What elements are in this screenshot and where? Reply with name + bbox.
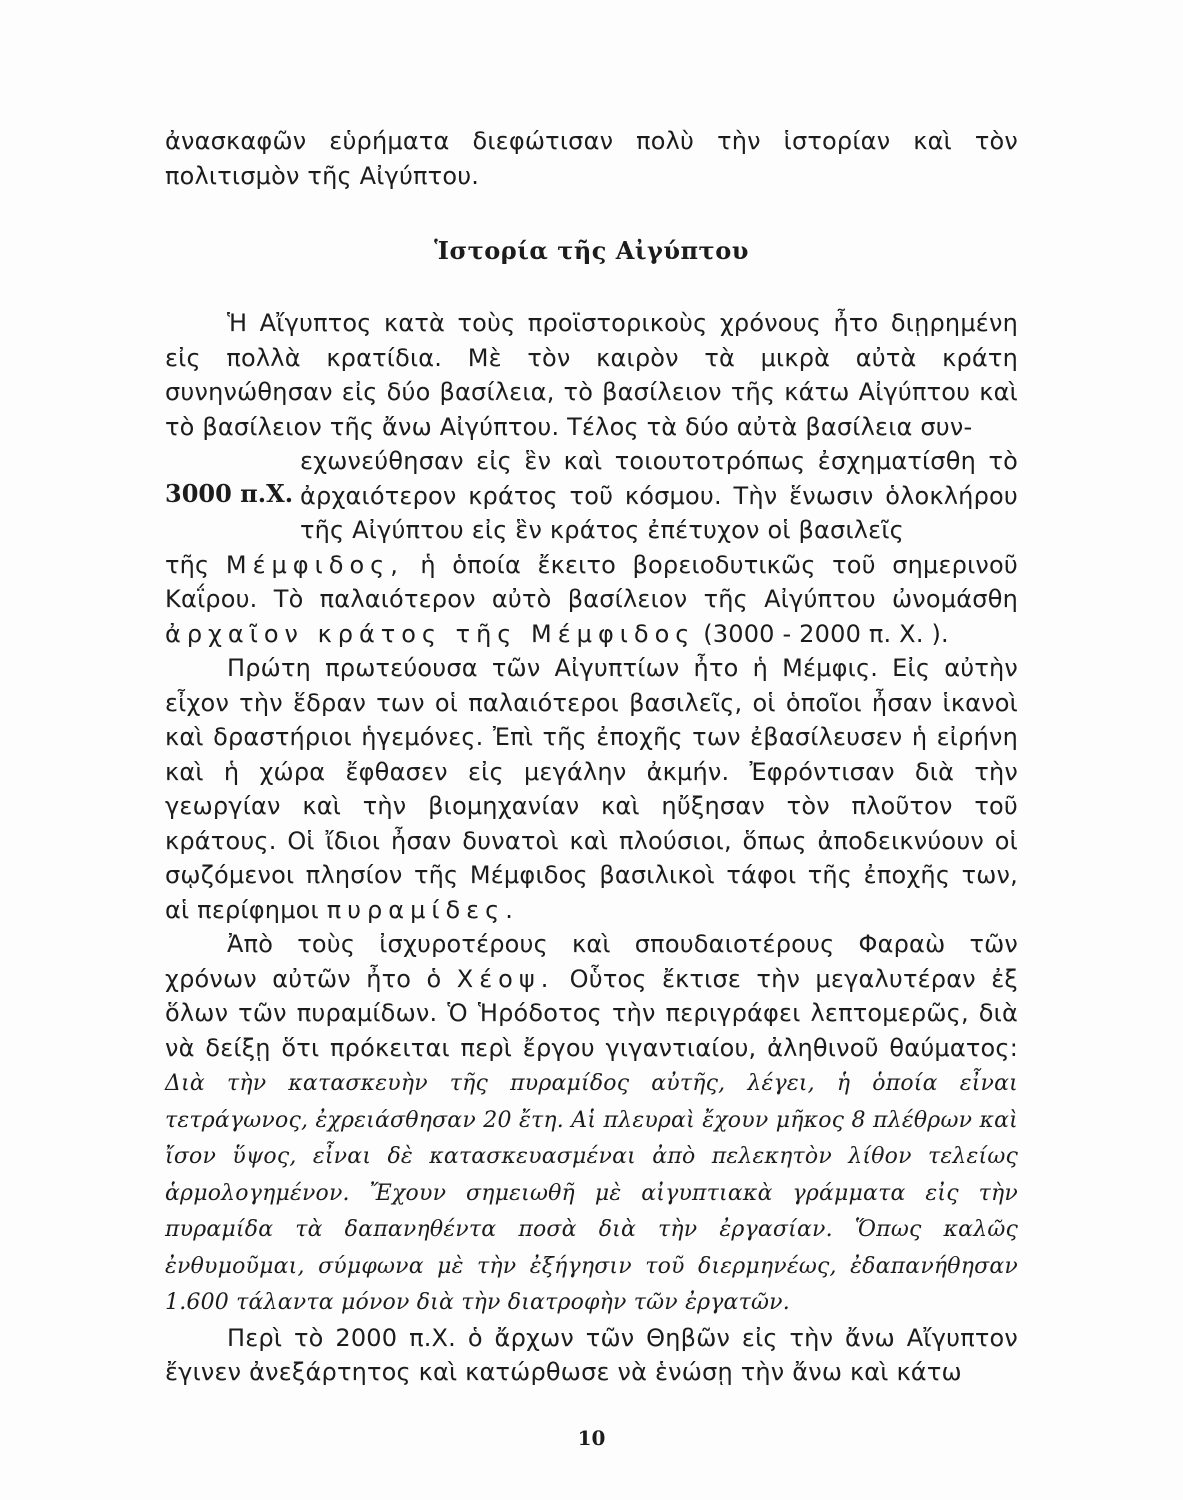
paragraph-3-spaced: Χέοψ. bbox=[456, 964, 555, 993]
paragraph-3-post: Οὗτος ἔκτισε τὴν μεγαλυτέραν ἐξ ὅλων τῶν πυραμίδων. Ὁ Ἡρόδοτος τὴν περιγράφει λεπτομερῶς, διὰ νὰ δείξῃ ὅτι πρόκειται περὶ ἔργου γιγαντιαίου, ἀληθινοῦ θαύματος: bbox=[165, 964, 1018, 1062]
main-text bbox=[165, 306, 1018, 1390]
paragraph-1c-spaced-kingdom: ἀρχαῖον κράτος τῆς Μέμφιδος bbox=[165, 619, 696, 648]
paragraph-1c bbox=[165, 548, 1018, 652]
paragraph-1c-spaced-memphis: Μέμφιδος, bbox=[225, 550, 404, 579]
paragraph-3-pre: Ἀπὸ τοὺς ἰσχυροτέρους καὶ σπουδαιοτέρους Φαραὼ τῶν χρόνων αὐτῶν ἦτο ὁ bbox=[165, 930, 1018, 993]
paragraph-1c-mid: ἡ ὁποία ἔκειτο βορειοδυτικῶς τοῦ σημερινοῦ Καΐρου. Τὸ παλαιότερον αὐτὸ βασίλειον τῆς Αἰγύπτου ὠνομάσθη bbox=[165, 550, 1018, 613]
paragraph-3 bbox=[165, 927, 1018, 1321]
section-heading: Ἱστορία τῆς Αἰγύπτου bbox=[434, 236, 749, 265]
paragraph-2 bbox=[165, 651, 1018, 927]
paragraph-1c-pre: τῆς bbox=[165, 550, 210, 579]
page-number: 10 bbox=[577, 1426, 606, 1450]
herodotus-quote: Διὰ τὴν κατασκευὴν τῆς πυραμίδος αὐτῆς, λέγει, ἡ ὁποία εἶναι τετράγωνος, ἐχρειάσθησαν 20 ἔτη. Αἱ πλευραὶ ἔχουν μῆκος 8 πλέθρων καὶ ἴσον ὕψος, εἶναι δὲ κατασκευασμέναι ἀπὸ πελεκητὸν λίθον τελείως ἁρμολογημένον. Ἔχουν σημειωθῆ μὲ αἰγυπτιακὰ γράμματα εἰς τὴν πυραμίδα τὰ δαπανηθέντα ποσὰ διὰ τὴν ἐργασίαν. Ὅπως καλῶς ἐνθυμοῦμαι, σύμφωνα μὲ τὴν ἐξήγησιν τοῦ διερμηνέως, ἐδαπανήθησαν 1.600 τάλαντα μόνον διὰ τὴν διατροφὴν τῶν ἐργατῶν. bbox=[165, 1071, 1018, 1315]
paragraph-1a: Ἡ Αἴγυπτος κατὰ τοὺς προϊστορικοὺς χρόνους ἦτο διῃρημένη εἰς πολλὰ κρατίδια. Μὲ τὸν καιρὸν τὰ μικρὰ αὐτὰ κράτη συνηνώθησαν εἰς δύο βασίλεια, τὸ βασίλειον τῆς κάτω Αἰγύπτου καὶ τὸ βασίλειον τῆς ἄνω Αἰγύπτου. Τέλος τὰ δύο αὐτὰ βασίλεια συν- bbox=[165, 309, 1018, 441]
paragraph-1b: εχωνεύθησαν εἰς ἓν καὶ τοιουτοτρόπως ἐσχηματίσθη τὸ ἀρχαιότερον κράτος τοῦ κόσμου. Τὴν ἕνωσιν ὁλοκλήρου τῆς Αἰγύπτου εἰς ἓν κράτος ἐπέτυχον οἱ βασιλεῖς bbox=[300, 447, 1018, 544]
paragraph-1c-post: (3000 - 2000 π. Χ. ). bbox=[703, 619, 949, 648]
paragraph-2-text: Πρώτη πρωτεύουσα τῶν Αἰγυπτίων ἦτο ἡ Μέμφις. Εἰς αὐτὴν εἶχον τὴν ἕδραν των οἱ παλαιότεροι βασιλεῖς, οἱ ὁποῖοι ἦσαν ἱκανοὶ καὶ δραστήριοι ἡγεμόνες. Ἐπὶ τῆς ἐποχῆς των ἐβασίλευσεν ἡ εἰρήνη καὶ ἡ χώρα ἔφθασεν εἰς μεγάλην ἀκμήν. Ἐφρόντισαν διὰ τὴν γεωργίαν καὶ τὴν βιομηχανίαν καὶ ηὔξησαν τὸν πλοῦτον τοῦ κράτους. Οἱ ἴδιοι ἦσαν δυνατοὶ καὶ πλούσιοι, ὅπως ἀποδεικνύουν οἱ σῳζόμενοι πλησίον τῆς Μέμφιδος βασιλικοὶ τάφοι τῆς ἐποχῆς των, αἱ περίφημοι bbox=[165, 654, 1018, 924]
paragraph-4: Περὶ τὸ 2000 π.Χ. ὁ ἄρχων τῶν Θηβῶν εἰς τὴν ἄνω Αἴγυπτον ἔγινεν ἀνεξάρτητος καὶ κατώρθωσε νὰ ἑνώσῃ τὴν ἄνω καὶ κάτω bbox=[165, 1323, 1018, 1386]
intro-text bbox=[165, 124, 1018, 193]
paragraph-2-spaced: πυραμίδες. bbox=[326, 895, 519, 924]
intro-paragraph: ἀνασκαφῶν εὑρήματα διεφώτισαν πολὺ τὴν ἱστορίαν καὶ τὸν πολιτισμὸν τῆς Αἰγύπτου. bbox=[165, 127, 1018, 190]
margin-date-label: 3000 π.Χ. bbox=[165, 479, 294, 508]
